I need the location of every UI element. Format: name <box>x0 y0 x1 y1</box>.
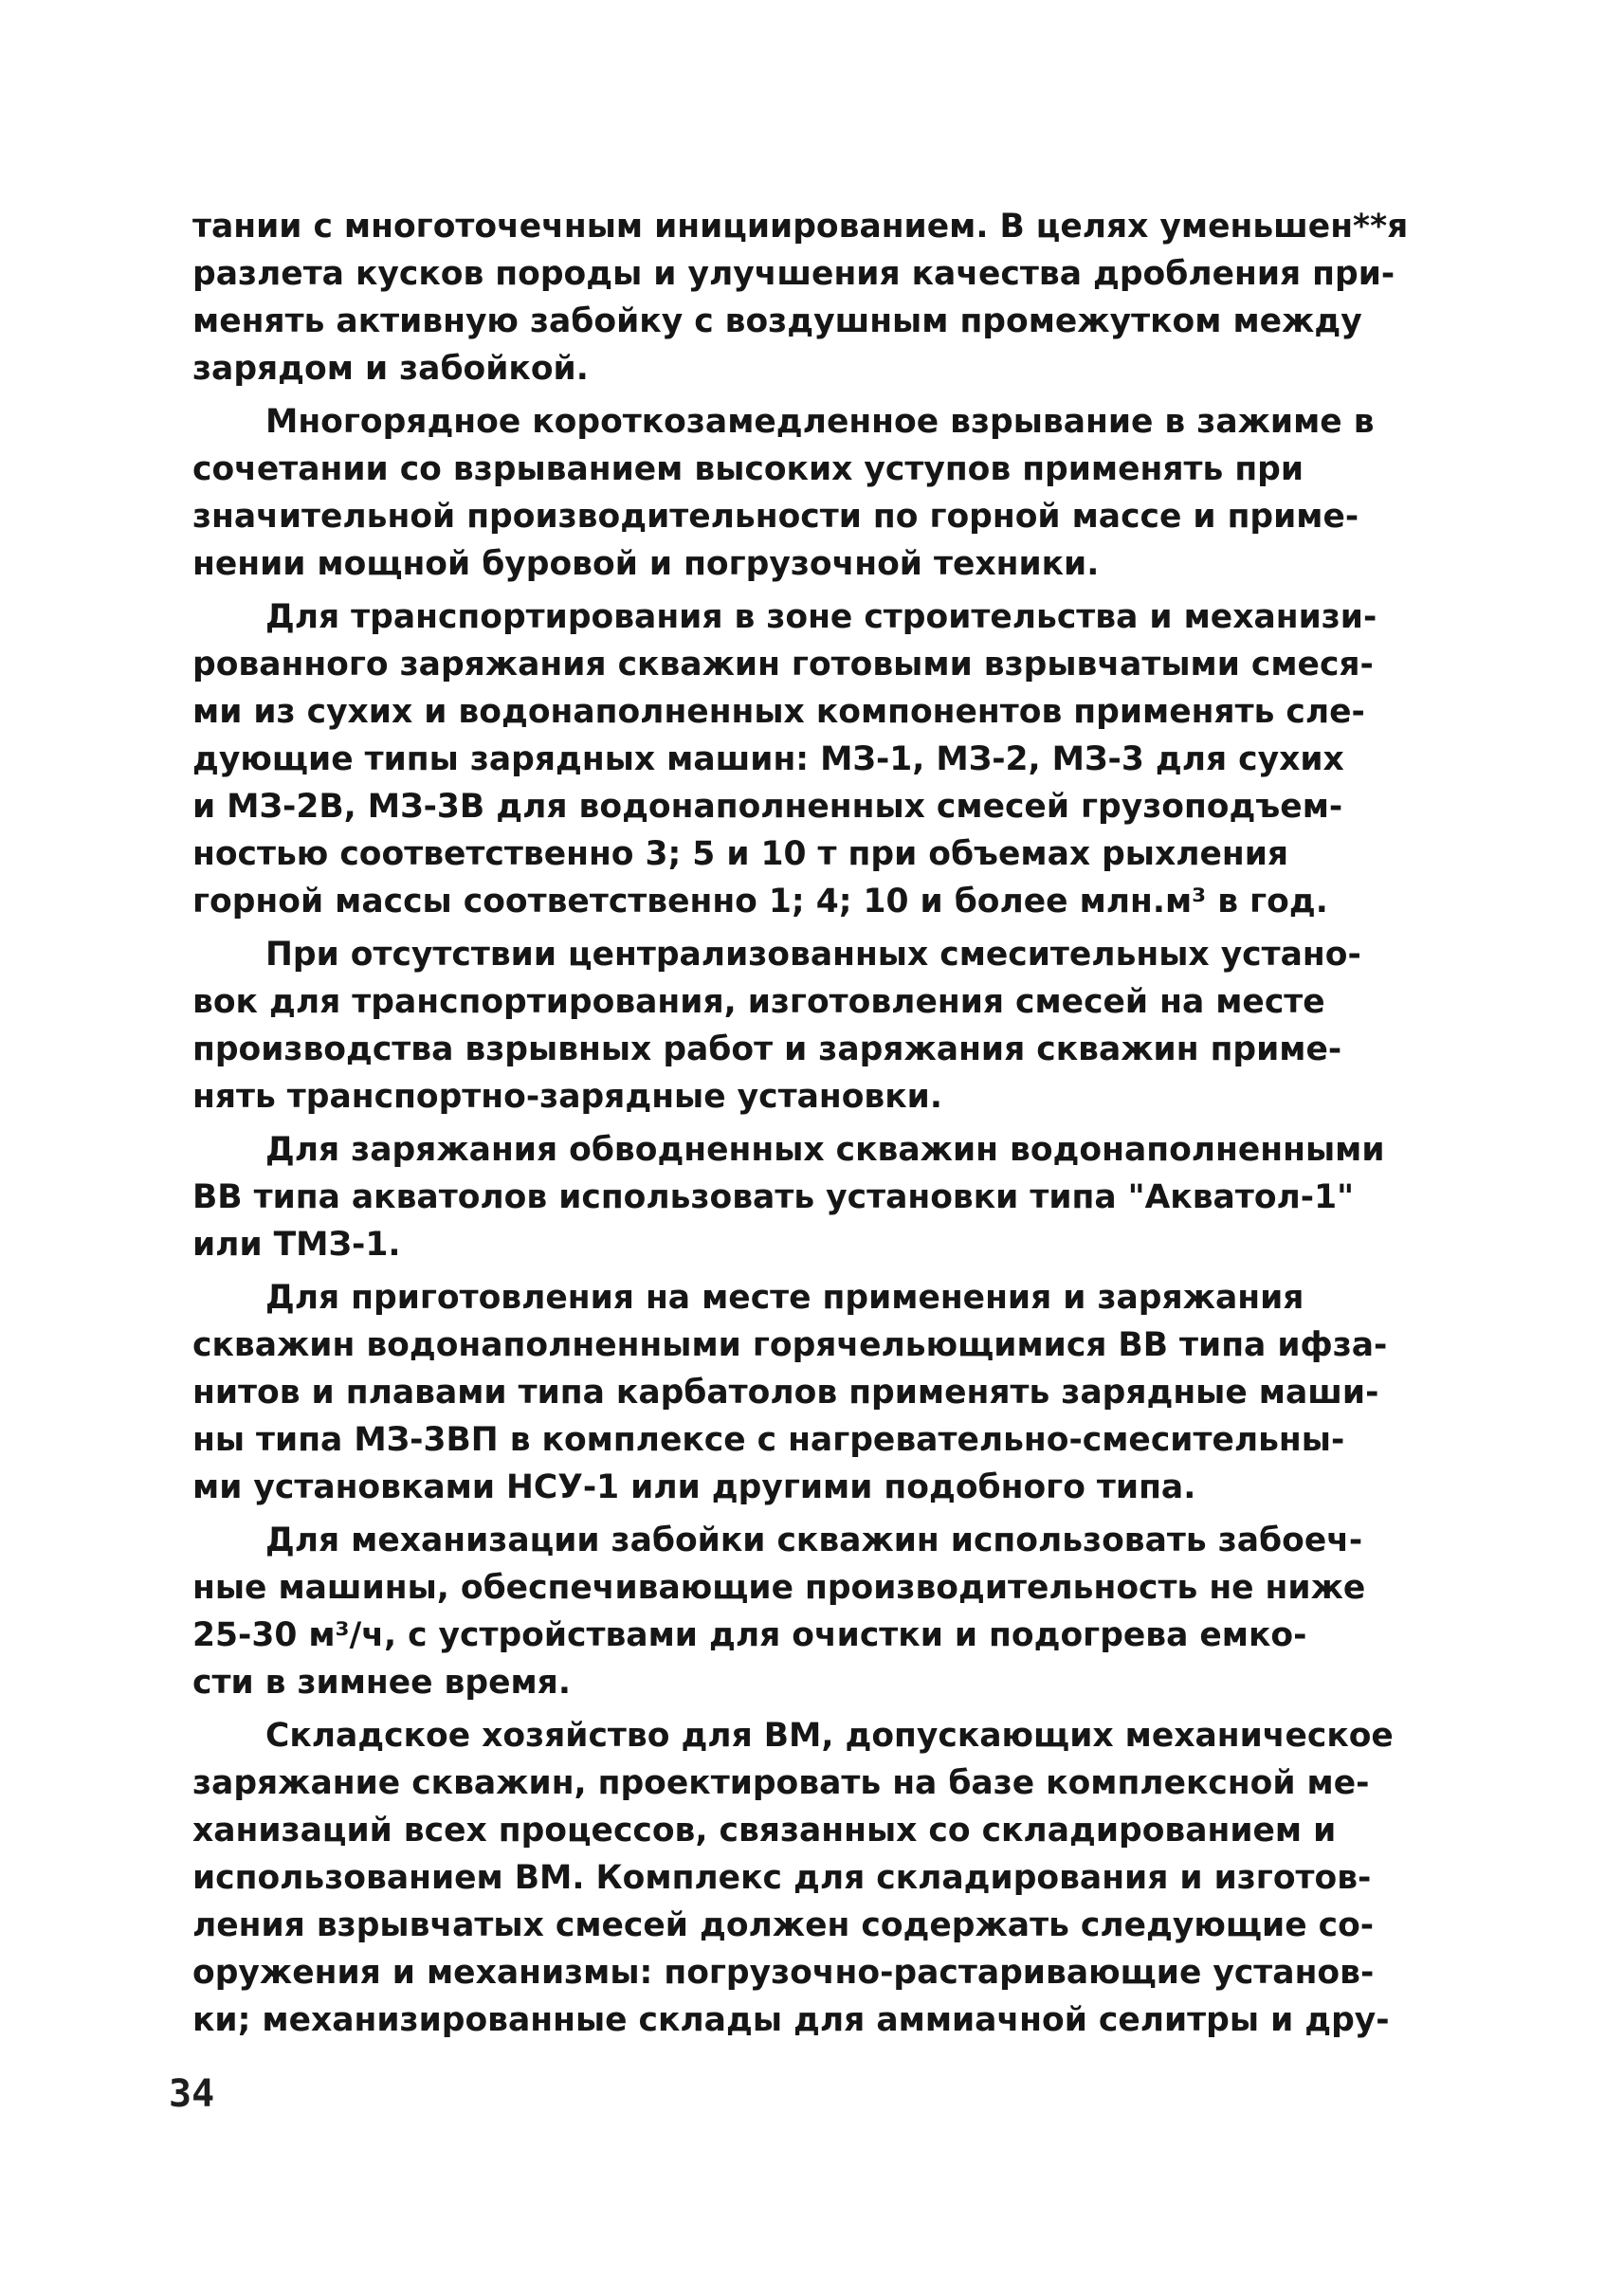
text-line: нять транспортно-зарядные установки. <box>192 1078 942 1116</box>
text-line: оружения и механизмы: погрузочно-растаривающие установ- <box>192 1954 1375 1992</box>
text-line: ностью соответственно 3; 5 и 10 т при объемах рыхления <box>192 835 1289 873</box>
text-line: зарядом и забойкой. <box>192 350 589 388</box>
text-line: ханизаций всех процессов, связанных со складированием и <box>192 1812 1337 1850</box>
text-line: Для транспортирования в зоне строительства и механизи- <box>265 598 1377 636</box>
text-line: Для заряжания обводненных скважин водонаполненными <box>265 1131 1385 1169</box>
text-line: ны типа МЗ-3ВП в комплексе с нагревательно-смесительны- <box>192 1421 1345 1459</box>
text-line: ми установками НСУ-1 или другими подобного типа. <box>192 1468 1196 1506</box>
text-line: сочетании со взрыванием высоких уступов применять при <box>192 450 1304 488</box>
text-line: При отсутствии централизованных смесительных устано- <box>265 936 1361 974</box>
text-line: менять активную забойку с воздушным промежутком между <box>192 302 1362 340</box>
text-line: Для приготовления на месте применения и заряжания <box>265 1279 1304 1317</box>
text-line: ные машины, обеспечивающие производительность не ниже <box>192 1569 1366 1607</box>
text-line: Многорядное короткозамедленное взрывание в зажиме в <box>265 403 1375 441</box>
text-line: ления взрывчатых смесей должен содержать следующие со- <box>192 1906 1375 1944</box>
text-line: скважин водонаполненными горячельющимися ВВ типа ифза- <box>192 1326 1388 1364</box>
text-line: дующие типы зарядных машин: МЗ-1, МЗ-2, МЗ-3 для сухих <box>192 740 1344 778</box>
text-line: Для механизации забойки скважин использовать забоеч- <box>265 1522 1363 1559</box>
text-line: и МЗ-2В, МЗ-3В для водонаполненных смесей грузоподъем- <box>192 788 1343 826</box>
text-line: вок для транспортирования, изготовления смесей на месте <box>192 983 1325 1021</box>
text-line: использованием ВМ. Комплекс для складирования и изготов- <box>192 1859 1372 1897</box>
text-line: значительной производительности по горной массе и приме- <box>192 498 1359 536</box>
text-line: ВВ типа акватолов использовать установки типа "Акватол-1" <box>192 1178 1355 1216</box>
text-line: нении мощной буровой и погрузочной техники. <box>192 545 1100 583</box>
text-line: разлета кусков породы и улучшения качества дробления при- <box>192 255 1395 293</box>
text-line: рованного заряжания скважин готовыми взрывчатыми смеся- <box>192 646 1374 683</box>
text-line: Складское хозяйство для ВМ, допускающих механическое <box>265 1717 1394 1755</box>
text-line: тании с многоточечным инициированием. В целях уменьшен**я <box>192 208 1409 246</box>
text-line: сти в зимнее время. <box>192 1664 571 1702</box>
text-line: производства взрывных работ и заряжания скважин приме- <box>192 1030 1342 1068</box>
text-line: нитов и плавами типа карбатолов применять зарядные маши- <box>192 1374 1379 1412</box>
text-line: ми из сухих и водонаполненных компонентов применять сле- <box>192 693 1365 731</box>
text-line: заряжание скважин, проектировать на базе комплексной ме- <box>192 1764 1370 1802</box>
page-number: 34 <box>169 2072 215 2116</box>
text-line: горной массы соответственно 1; 4; 10 и более млн.м³ в год. <box>192 883 1328 920</box>
text-line: ки; механизированные склады для аммиачной селитры и дру- <box>192 2001 1390 2039</box>
text-line: или ТМЗ-1. <box>192 1226 401 1264</box>
text-line: 25-30 м³/ч, с устройствами для очистки и подогрева емко- <box>192 1616 1307 1654</box>
